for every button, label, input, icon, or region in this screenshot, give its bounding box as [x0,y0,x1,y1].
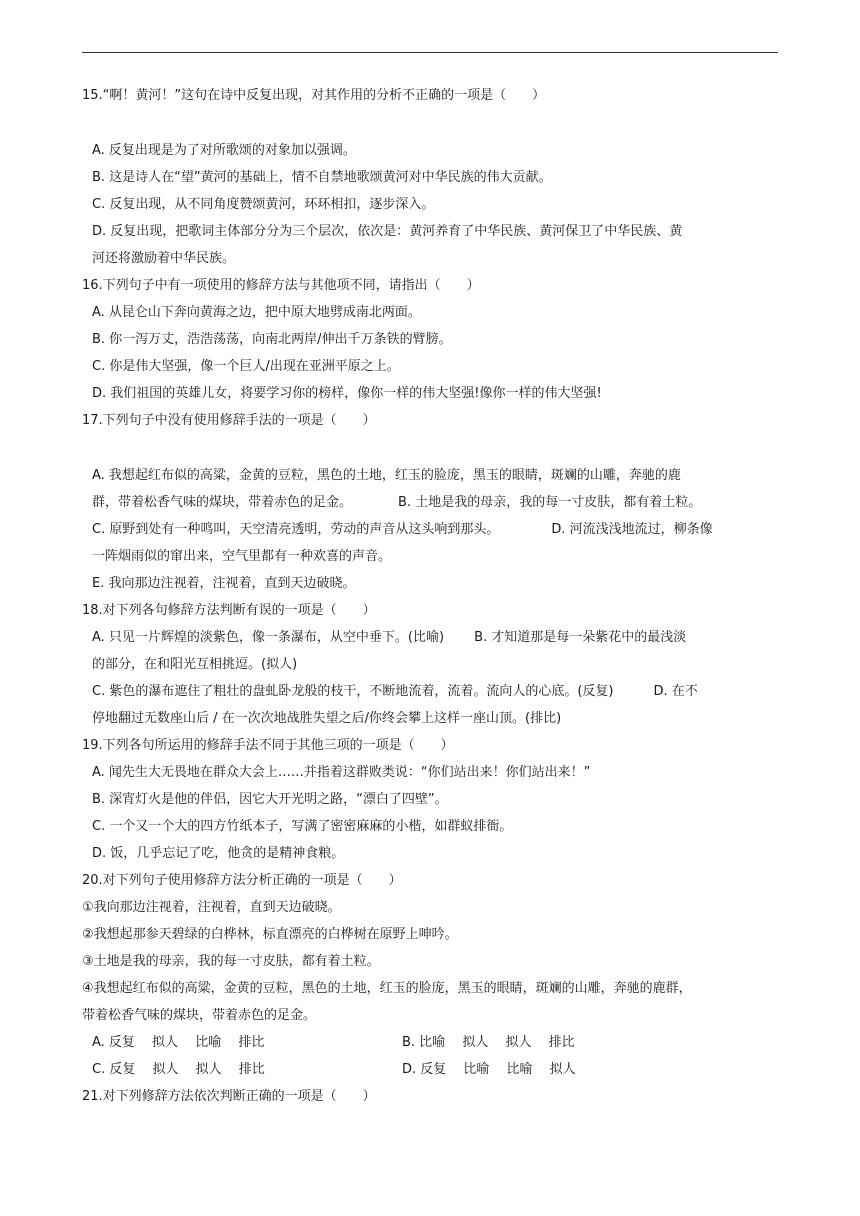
question-20-sentence-3: ③土地是我的母亲，我的每一寸皮肤，都有着土粒。 [82,954,380,969]
question-15-option-d: D. 反复出现，把歌词主体部分分为三个层次，依次是：黄河养育了中华民族、黄河保卫了中华民族、黄 [92,224,683,239]
question-17-option-a: A. 我想起红布似的高粱，金黄的豆粒，黑色的土地，红玉的脸庞，黑玉的眼睛，斑斓的山雕，奔驰的鹿 [92,468,681,483]
question-17-option-d: D. 河流浅浅地流过，柳条像 [551,522,713,537]
question-17-option-a-continued [82,489,782,516]
question-20-option-a: A. 反复 拟人 比喻 排比 [92,1035,265,1050]
question-15-option-c: C. 反复出现，从不同角度赞颂黄河，环环相扣，逐步深入。 [92,197,435,212]
question-18-option-a: A. 只见一片辉煌的淡紫色，像一条瀑布，从空中垂下。(比喻) [92,630,445,645]
question-17-stem: 17.下列句子中没有使用修辞手法的一项是（ ） [82,413,376,428]
question-20-sentence-1: ①我向那边注视着，注视着，直到天边破晓。 [82,900,341,915]
spacer [82,434,782,462]
question-18-stem: 18.对下列各句修辞方法判断有误的一项是（ ） [82,603,376,618]
question-18-option-d: D. 在不 [653,684,698,699]
question-15-option-b: B. 这是诗人在“望”黄河的基础上，情不自禁地歌颂黄河对中华民族的伟大贡献。 [92,170,552,185]
question-18-option-b-continued: 的部分，在和阳光互相挑逗。(拟人) [92,657,298,672]
question-17-option-a-tail: 群，带着松香气味的煤块，带着赤色的足金。 [92,495,353,510]
question-list [82,82,782,1110]
question-15-stem: 15.“啊！黄河！”这句在诗中反复出现，对其作用的分析不正确的一项是（ ） [82,88,546,103]
question-20-option-b: B. 比喻 拟人 拟人 排比 [402,1035,575,1050]
question-19-option-c: C. 一个又一个大的四方竹纸本子，写满了密密麻麻的小楷，如群蚁排衙。 [92,819,513,834]
question-17-row-c-d [82,516,782,543]
question-17-option-b: B. 土地是我的母亲，我的每一寸皮肤，都有着土粒。 [398,495,702,510]
question-19-stem: 19.下列各句所运用的修辞手法不同于其他三项的一项是（ ） [82,738,454,753]
question-17-option-e: E. 我向那边注视着，注视着，直到天边破晓。 [92,576,356,591]
question-15-option-a: A. 反复出现是为了对所歌颂的对象加以强调。 [92,143,356,158]
question-18-row-a-b [82,624,782,651]
question-16-option-d: D. 我们祖国的英雄儿女，将要学习你的榜样，像你一样的伟大坚强!像你一样的伟大坚强! [92,386,602,401]
question-19-option-a: A. 闻先生大无畏地在群众大会上……并指着这群败类说：“你们站出来！你们站出来！” [92,765,591,780]
question-20-option-c: C. 反复 拟人 拟人 排比 [92,1062,265,1077]
question-16-option-b: B. 你一泻万丈，浩浩荡荡，向南北两岸/伸出千万条铁的臂膀。 [92,332,452,347]
question-21-stem: 21.对下列修辞方法依次判断正确的一项是（ ） [82,1089,376,1104]
question-16-stem: 16.下列句子中有一项使用的修辞方法与其他项不同，请指出（ ） [82,278,480,293]
header-rule [82,52,778,53]
question-20-sentence-2: ②我想起那参天碧绿的白桦林，标直漂亮的白桦树在原野上呻吟。 [82,927,458,942]
question-15-option-d-continued: 河还将激励着中华民族。 [92,251,236,266]
spacer [82,109,782,137]
question-20-row-a-b [82,1029,782,1056]
question-16-option-a: A. 从昆仑山下奔向黄海之边，把中原大地劈成南北两面。 [92,305,421,320]
question-18-option-c: C. 紫色的瀑布遮住了粗壮的盘虬卧龙般的枝干，不断地流着，流着。流向人的心底。(反复) [92,684,614,699]
question-18-option-d-continued: 停地翻过无数座山后 / 在一次次地战胜失望之后/你终会攀上这样一座山顶。(排比) [92,711,562,726]
question-19-option-d: D. 饭，几乎忘记了吃，他贪的是精神食粮。 [92,846,345,861]
question-16-option-c: C. 你是伟大坚强，像一个巨人/出现在亚洲平原之上。 [92,359,400,374]
question-20-sentence-4-continued: 带着松香气味的煤块，带着赤色的足金。 [82,1008,317,1023]
question-20-option-d: D. 反复 比喻 比喻 拟人 [402,1062,576,1077]
question-17-option-d-continued: 一阵烟雨似的窜出来，空气里都有一种欢喜的声音。 [92,549,392,564]
question-20-row-c-d [82,1056,782,1083]
question-18-row-c-d [82,678,782,705]
question-18-option-b: B. 才知道那是每一朵紫花中的最浅淡 [474,630,687,645]
question-19-option-b: B. 深宵灯火是他的伴侣，因它大开光明之路，“漂白了四壁”。 [92,792,448,807]
question-17-option-c: C. 原野到处有一种鸣叫，天空清亮透明，劳动的声音从这头响到那头。 [92,522,500,537]
question-20-sentence-4: ④我想起红布似的高粱，金黄的豆粒，黑色的土地，红玉的脸庞，黑玉的眼睛，斑斓的山雕，奔驰的鹿群， [82,981,692,996]
question-20-stem: 20.对下列句子使用修辞方法分析正确的一项是（ ） [82,873,402,888]
